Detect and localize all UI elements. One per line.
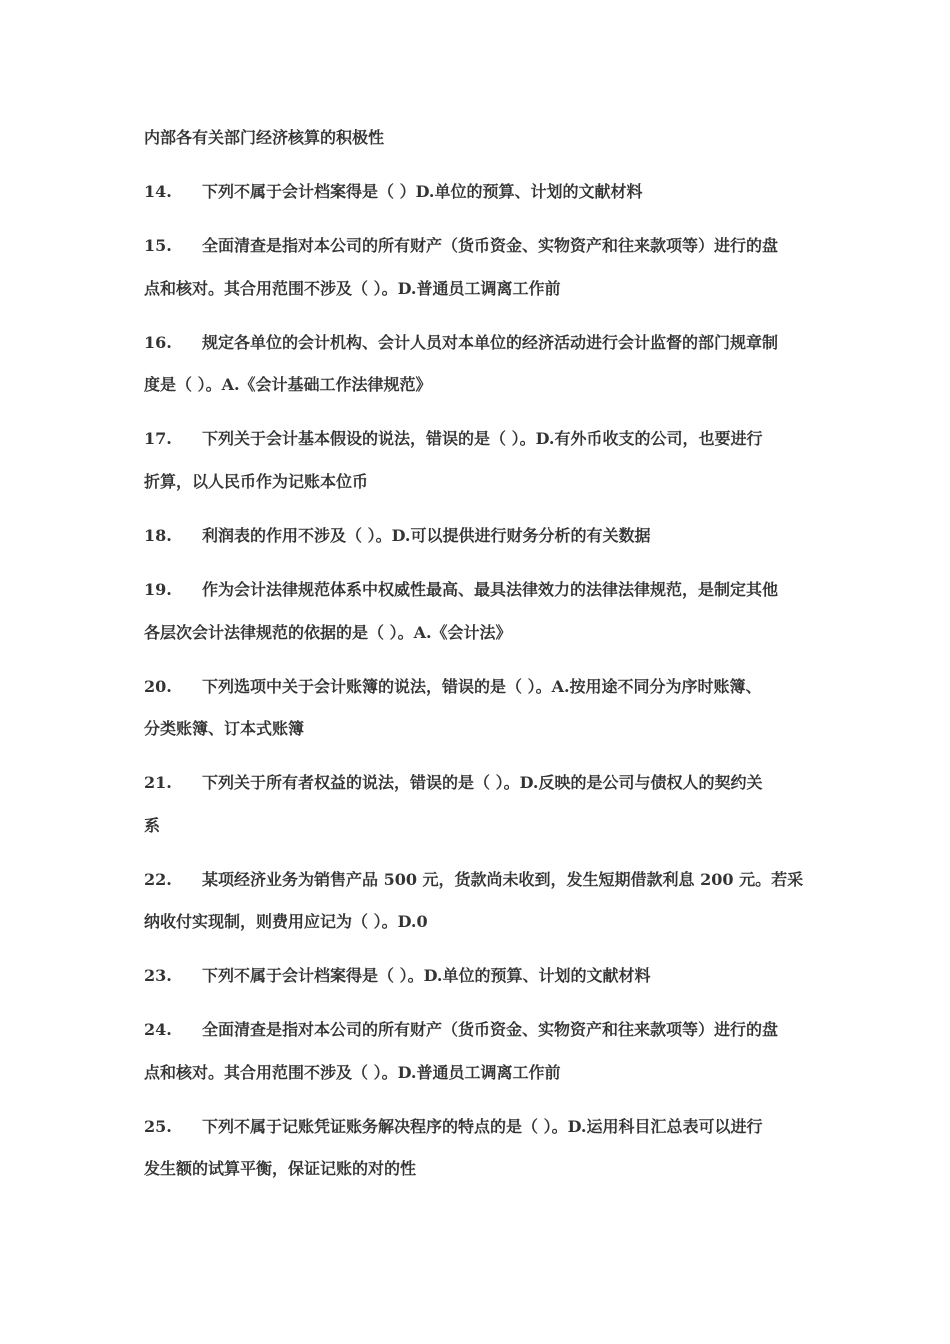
item-number: 18. xyxy=(144,526,172,545)
line-text: 系 xyxy=(144,816,161,835)
question-17-continuation xyxy=(144,467,814,497)
question-22 xyxy=(144,865,814,895)
line-text: 全面清查是指对本公司的所有财产（货币资金、实物资产和往来款项等）进行的盘 xyxy=(202,1020,779,1039)
item-number: 25. xyxy=(144,1117,172,1136)
item-number: 14. xyxy=(144,182,172,201)
question-15-continuation xyxy=(144,274,814,304)
line-text: 下列关于会计基本假设的说法，错误的是（ ）。D.有外币收支的公司，也要进行 xyxy=(202,429,763,448)
question-24-continuation xyxy=(144,1058,814,1088)
line-text: 各层次会计法律规范的依据的是（ ）。A.《会计法》 xyxy=(144,623,512,642)
question-20-continuation xyxy=(144,714,814,744)
question-14 xyxy=(144,177,814,207)
item-number: 19. xyxy=(144,580,172,599)
line-text: 分类账簿、订本式账簿 xyxy=(144,719,305,738)
item-number: 15. xyxy=(144,236,172,255)
line-text: 纳收付实现制，则费用应记为（ ）。D.0 xyxy=(144,912,428,931)
line-text: 下列选项中关于会计账簿的说法，错误的是（ ）。A.按用途不同分为序时账簿、 xyxy=(202,677,762,696)
line-text: 点和核对。其合用范围不涉及（ ）。D.普通员工调离工作前 xyxy=(144,1063,561,1082)
item-number: 17. xyxy=(144,429,172,448)
question-20 xyxy=(144,672,814,702)
question-15 xyxy=(144,231,814,261)
question-25-continuation xyxy=(144,1154,814,1184)
line-text: 度是（ ）。A.《会计基础工作法律规范》 xyxy=(144,375,432,394)
line-text: 下列不属于会计档案得是（ ）D.单位的预算、计划的文献材料 xyxy=(202,182,643,201)
question-17 xyxy=(144,424,814,454)
line-text: 折算，以人民币作为记账本位币 xyxy=(144,472,369,491)
line-text: 点和核对。其合用范围不涉及（ ）。D.普通员工调离工作前 xyxy=(144,279,561,298)
line-text: 利润表的作用不涉及（ ）。D.可以提供进行财务分析的有关数据 xyxy=(202,526,651,545)
question-19 xyxy=(144,575,814,605)
question-21 xyxy=(144,768,814,798)
item-number: 24. xyxy=(144,1020,172,1039)
question-22-continuation xyxy=(144,907,814,937)
item-number: 20. xyxy=(144,677,172,696)
line-text: 作为会计法律规范体系中权威性最高、最具法律效力的法律法律规范，是制定其他 xyxy=(202,580,779,599)
item-number: 23. xyxy=(144,966,172,985)
line-text: 发生额的试算平衡，保证记账的对的性 xyxy=(144,1159,417,1178)
question-16 xyxy=(144,328,814,358)
question-23 xyxy=(144,961,814,991)
line-text: 规定各单位的会计机构、会计人员对本单位的经济活动进行会计监督的部门规章制 xyxy=(202,333,779,352)
item-number: 16. xyxy=(144,333,172,352)
text-line-continuation xyxy=(144,123,814,153)
question-24 xyxy=(144,1015,814,1045)
question-25 xyxy=(144,1112,814,1142)
line-text: 全面清查是指对本公司的所有财产（货币资金、实物资产和往来款项等）进行的盘 xyxy=(202,236,779,255)
question-16-continuation xyxy=(144,370,814,400)
line-text: 下列关于所有者权益的说法，错误的是（ ）。D.反映的是公司与债权人的契约关 xyxy=(202,773,763,792)
item-number: 22. xyxy=(144,870,172,889)
item-number: 21. xyxy=(144,773,172,792)
line-text: 某项经济业务为销售产品 500 元，货款尚未收到，发生短期借款利息 200 元。若采 xyxy=(202,870,804,889)
line-text: 下列不属于会计档案得是（ ）。D.单位的预算、计划的文献材料 xyxy=(202,966,651,985)
question-18 xyxy=(144,521,814,551)
question-19-continuation xyxy=(144,618,814,648)
line-text: 下列不属于记账凭证账务解决程序的特点的是（ ）。D.运用科目汇总表可以进行 xyxy=(202,1117,763,1136)
question-21-continuation xyxy=(144,811,814,841)
line-text: 内部各有关部门经济核算的积极性 xyxy=(144,128,385,147)
